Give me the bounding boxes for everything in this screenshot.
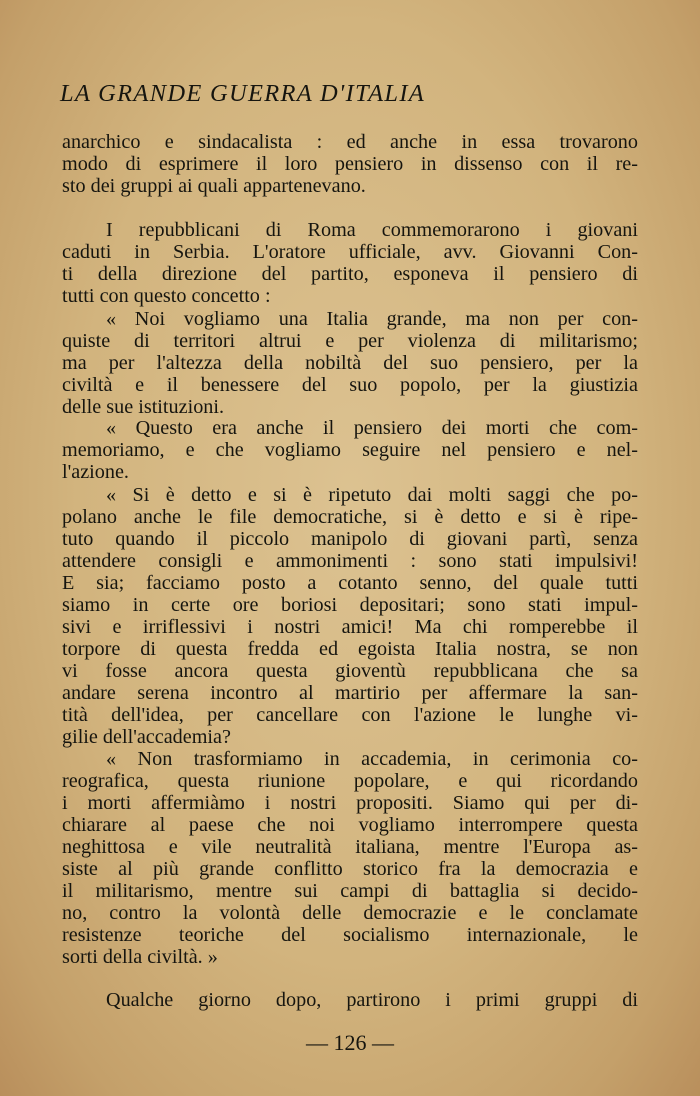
text-line: torpore di questa fredda ed egoista Italia nostra, se non	[62, 638, 638, 660]
text-line: ti della direzione del partito, esponeva il pensiero di	[62, 263, 638, 285]
text-line: attendere consigli e ammonimenti : sono stati impulsivi!	[62, 550, 638, 572]
text-line: Qualche giorno dopo, partirono i primi gruppi di	[106, 989, 638, 1011]
text-line: siamo in certe ore boriosi depositari; sono stati impul-	[62, 594, 638, 616]
running-head: LA GRANDE GUERRA D'ITALIA	[60, 80, 426, 107]
text-line: no, contro la volontà delle democrazie e le conclamate	[62, 902, 638, 924]
text-line: civiltà e il benessere del suo popolo, per la giustizia	[62, 374, 638, 396]
text-line: reografica, questa riunione popolare, e qui ricordando	[62, 770, 638, 792]
text-line: ma per l'altezza della nobiltà del suo pensiero, per la	[62, 352, 638, 374]
text-line: anarchico e sindacalista : ed anche in essa trovarono	[62, 131, 638, 153]
text-line: neghittosa e vile neutralità italiana, mentre l'Europa as-	[62, 836, 638, 858]
text-line: andare serena incontro al martirio per affermare la san-	[62, 682, 638, 704]
text-line: « Noi vogliamo una Italia grande, ma non per con-	[106, 308, 638, 330]
text-line: quiste di territori altrui e per violenza di militarismo;	[62, 330, 638, 352]
text-line: I repubblicani di Roma commemorarono i giovani	[106, 219, 638, 241]
text-line: sorti della civiltà. »	[62, 946, 218, 968]
text-line: resistenze teoriche del socialismo internazionale, le	[62, 924, 638, 946]
text-line: i morti affermiàmo i nostri propositi. Siamo qui per di-	[62, 792, 638, 814]
text-line: caduti in Serbia. L'oratore ufficiale, avv. Giovanni Con-	[62, 241, 638, 263]
text-line: polano anche le file democratiche, si è detto e si è ripe-	[62, 506, 638, 528]
text-line: E sia; facciamo posto a cotanto senno, del quale tutti	[62, 572, 638, 594]
text-line: gilie dell'accademia?	[62, 726, 231, 748]
text-line: « Si è detto e si è ripetuto dai molti saggi che po-	[106, 484, 638, 506]
text-line: sto dei gruppi ai quali appartenevano.	[62, 175, 366, 197]
text-line: « Non trasformiamo in accademia, in cerimonia co-	[106, 748, 638, 770]
text-line: « Questo era anche il pensiero dei morti che com-	[106, 417, 638, 439]
text-line: memoriamo, e che vogliamo seguire nel pensiero e nel-	[62, 439, 638, 461]
text-line: tuto quando il piccolo manipolo di giovani partì, senza	[62, 528, 638, 550]
text-line: l'azione.	[62, 461, 129, 483]
text-line: delle sue istituzioni.	[62, 396, 225, 418]
text-line: sivi e irriflessivi i nostri amici! Ma chi romperebbe il	[62, 616, 638, 638]
text-line: modo di esprimere il loro pensiero in dissenso con il re-	[62, 153, 638, 175]
text-line: vi fosse ancora questa gioventù repubblicana che sa	[62, 660, 638, 682]
text-line: tità dell'idea, per cancellare con l'azione le lunghe vi-	[62, 704, 638, 726]
text-line: il militarismo, mentre sui campi di battaglia si decido-	[62, 880, 638, 902]
text-line: siste al più grande conflitto storico fra la democrazia e	[62, 858, 638, 880]
text-line: chiarare al paese che noi vogliamo interrompere questa	[62, 814, 638, 836]
page-number: — 126 —	[306, 1030, 394, 1055]
text-line: tutti con questo concetto :	[62, 285, 271, 307]
